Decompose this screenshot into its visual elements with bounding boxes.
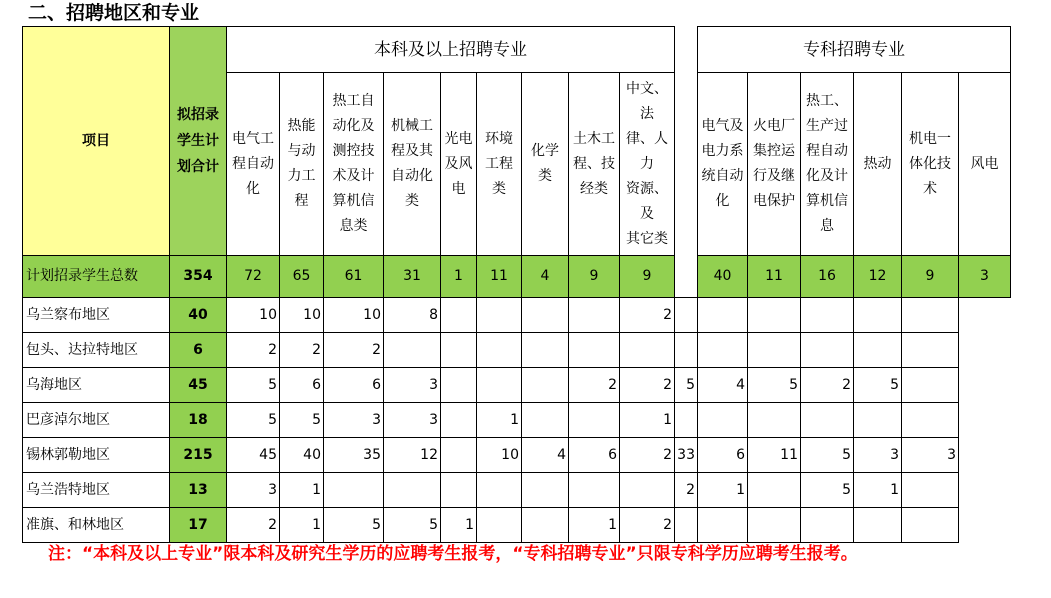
college-count: 6 xyxy=(698,438,748,473)
college-count xyxy=(854,508,902,543)
college-count: 3 xyxy=(854,438,902,473)
college-count xyxy=(902,508,959,543)
bachelor-count: 3 xyxy=(324,403,384,438)
college-count: 5 xyxy=(801,473,854,508)
section-title: 二、招聘地区和专业 xyxy=(28,2,200,24)
bachelor-count xyxy=(569,298,620,333)
college-count: 5 xyxy=(801,438,854,473)
bachelor-count: 2 xyxy=(620,508,675,543)
college-major-header: 热工、 生产过 程自动 化及计 算机信 息 xyxy=(801,73,854,256)
bachelor-count: 1 xyxy=(620,403,675,438)
row-total: 18 xyxy=(170,403,227,438)
bachelor-count: 1 xyxy=(280,473,324,508)
bachelor-count xyxy=(477,298,522,333)
row-label: 乌海地区 xyxy=(23,368,170,403)
bachelor-count xyxy=(569,333,620,368)
college-count xyxy=(698,333,748,368)
bachelor-count xyxy=(522,333,569,368)
college-count xyxy=(902,298,959,333)
bachelor-major-header: 电气工 程自动 化 xyxy=(227,73,280,256)
bachelor-count: 3 xyxy=(227,473,280,508)
college-count xyxy=(902,403,959,438)
item-header: 项目 xyxy=(23,27,170,256)
bachelor-major-header: 热能 与动 力工 程 xyxy=(280,73,324,256)
bachelor-count: 8 xyxy=(384,298,441,333)
college-count: 33 xyxy=(675,438,698,473)
college-count xyxy=(801,333,854,368)
bachelor-count: 61 xyxy=(324,256,384,298)
bachelor-count: 9 xyxy=(620,256,675,298)
bachelor-count: 11 xyxy=(477,256,522,298)
bachelor-major-header: 机械工 程及其 自动化 类 xyxy=(384,73,441,256)
table-row xyxy=(23,438,1011,473)
bachelor-major-header: 化学 类 xyxy=(522,73,569,256)
recruitment-table xyxy=(22,26,1011,543)
bachelor-count: 5 xyxy=(324,508,384,543)
bachelor-count xyxy=(620,473,675,508)
college-count: 11 xyxy=(748,256,801,298)
bachelor-count: 9 xyxy=(569,256,620,298)
row-label: 包头、达拉特地区 xyxy=(23,333,170,368)
bachelor-count: 2 xyxy=(227,333,280,368)
bachelor-count xyxy=(477,368,522,403)
bachelor-count: 12 xyxy=(384,438,441,473)
college-count: 1 xyxy=(698,473,748,508)
bachelor-count: 1 xyxy=(280,508,324,543)
bachelor-major-header: 热工自 动化及 测控技 术及计 算机信 息类 xyxy=(324,73,384,256)
table-row xyxy=(23,298,1011,333)
bachelor-count: 4 xyxy=(522,438,569,473)
bachelor-count xyxy=(522,298,569,333)
bachelor-count xyxy=(477,473,522,508)
bachelor-count: 2 xyxy=(620,368,675,403)
college-major-header: 火电厂 集控运 行及继 电保护 xyxy=(748,73,801,256)
bachelor-count: 6 xyxy=(324,368,384,403)
bachelor-count: 10 xyxy=(477,438,522,473)
college-count xyxy=(675,403,698,438)
college-count: 12 xyxy=(854,256,902,298)
college-count: 3 xyxy=(902,438,959,473)
college-count xyxy=(675,298,698,333)
college-count xyxy=(801,508,854,543)
bachelor-count: 1 xyxy=(477,403,522,438)
table-row xyxy=(23,473,1011,508)
college-count xyxy=(902,368,959,403)
row-label: 锡林郭勒地区 xyxy=(23,438,170,473)
bachelor-count xyxy=(569,473,620,508)
bachelor-count xyxy=(522,403,569,438)
college-count xyxy=(854,298,902,333)
college-count: 16 xyxy=(801,256,854,298)
bachelor-count: 6 xyxy=(280,368,324,403)
college-major-header: 机电一 体化技 术 xyxy=(902,73,959,256)
college-count xyxy=(748,298,801,333)
row-total: 6 xyxy=(170,333,227,368)
total-row xyxy=(23,256,1011,298)
college-count: 1 xyxy=(854,473,902,508)
college-count: 4 xyxy=(698,368,748,403)
college-group-header: 专科招聘专业 xyxy=(698,27,1011,73)
table-row xyxy=(23,333,1011,368)
bachelor-count xyxy=(324,473,384,508)
college-count xyxy=(801,298,854,333)
bachelor-count xyxy=(522,368,569,403)
row-label: 巴彦淖尔地区 xyxy=(23,403,170,438)
bachelor-count: 10 xyxy=(227,298,280,333)
bachelor-count xyxy=(441,438,477,473)
row-label: 准旗、和林地区 xyxy=(23,508,170,543)
college-count xyxy=(698,508,748,543)
bachelor-count xyxy=(522,473,569,508)
table-row xyxy=(23,368,1011,403)
college-count: 2 xyxy=(801,368,854,403)
bachelor-count xyxy=(522,508,569,543)
plan-total-header: 拟招录 学生计 划合计 xyxy=(170,27,227,256)
row-total: 13 xyxy=(170,473,227,508)
bachelor-count: 2 xyxy=(227,508,280,543)
bachelor-count: 1 xyxy=(441,508,477,543)
bachelor-count: 72 xyxy=(227,256,280,298)
bachelor-major-header: 土木工 程、技 经类 xyxy=(569,73,620,256)
college-count: 5 xyxy=(748,368,801,403)
bachelor-major-header: 环境 工程 类 xyxy=(477,73,522,256)
college-count xyxy=(748,473,801,508)
bachelor-group-header: 本科及以上招聘专业 xyxy=(227,27,675,73)
row-label: 乌兰察布地区 xyxy=(23,298,170,333)
table-row xyxy=(23,403,1011,438)
college-count xyxy=(675,508,698,543)
row-total: 40 xyxy=(170,298,227,333)
bachelor-major-header: 光电 及风 电 xyxy=(441,73,477,256)
bachelor-count xyxy=(384,333,441,368)
bachelor-count: 2 xyxy=(620,298,675,333)
bachelor-count: 4 xyxy=(522,256,569,298)
bachelor-count: 2 xyxy=(569,368,620,403)
row-label: 计划招录学生总数 xyxy=(23,256,170,298)
bachelor-count: 10 xyxy=(324,298,384,333)
college-count: 9 xyxy=(902,256,959,298)
bachelor-count: 1 xyxy=(569,508,620,543)
bachelor-count: 3 xyxy=(384,368,441,403)
college-count xyxy=(801,403,854,438)
row-label: 乌兰浩特地区 xyxy=(23,473,170,508)
college-count: 5 xyxy=(675,368,698,403)
bachelor-count: 1 xyxy=(441,256,477,298)
bachelor-count: 6 xyxy=(569,438,620,473)
bachelor-count: 31 xyxy=(384,256,441,298)
footnote: 注：“本科及以上专业”限本科及研究生学历的应聘考生报考，“专科招聘专业”只限专科学历应聘考生报考。 xyxy=(48,544,858,564)
row-total: 17 xyxy=(170,508,227,543)
bachelor-count xyxy=(477,508,522,543)
bachelor-count xyxy=(384,473,441,508)
college-count xyxy=(902,473,959,508)
college-count xyxy=(748,508,801,543)
bachelor-count xyxy=(441,368,477,403)
college-count xyxy=(698,403,748,438)
bachelor-count: 5 xyxy=(280,403,324,438)
bachelor-count: 5 xyxy=(227,368,280,403)
college-count xyxy=(854,403,902,438)
college-count xyxy=(748,403,801,438)
bachelor-count xyxy=(441,333,477,368)
bachelor-count: 2 xyxy=(280,333,324,368)
bachelor-count xyxy=(441,298,477,333)
college-count: 2 xyxy=(675,473,698,508)
table-row xyxy=(23,508,1011,543)
row-total: 215 xyxy=(170,438,227,473)
bachelor-count: 10 xyxy=(280,298,324,333)
college-major-header: 风电 xyxy=(959,73,1011,256)
row-total: 354 xyxy=(170,256,227,298)
bachelor-count xyxy=(441,473,477,508)
college-major-header: 热动 xyxy=(854,73,902,256)
college-count xyxy=(902,333,959,368)
bachelor-count: 45 xyxy=(227,438,280,473)
bachelor-major-header: 中文、法 律、人力 资源、及 其它类 xyxy=(620,73,675,256)
bachelor-count xyxy=(569,403,620,438)
college-count xyxy=(698,298,748,333)
bachelor-count: 5 xyxy=(227,403,280,438)
college-major-header: 电气及 电力系 统自动 化 xyxy=(698,73,748,256)
college-count: 40 xyxy=(698,256,748,298)
college-count xyxy=(748,333,801,368)
college-count xyxy=(675,333,698,368)
bachelor-count: 3 xyxy=(384,403,441,438)
bachelor-count: 35 xyxy=(324,438,384,473)
bachelor-count: 65 xyxy=(280,256,324,298)
college-count xyxy=(854,333,902,368)
bachelor-count: 2 xyxy=(620,438,675,473)
bachelor-count xyxy=(441,403,477,438)
bachelor-count xyxy=(477,333,522,368)
college-count: 11 xyxy=(748,438,801,473)
college-count: 3 xyxy=(959,256,1011,298)
bachelor-count: 40 xyxy=(280,438,324,473)
bachelor-count: 5 xyxy=(384,508,441,543)
table-gap xyxy=(675,27,698,298)
bachelor-count: 2 xyxy=(324,333,384,368)
bachelor-count xyxy=(620,333,675,368)
row-total: 45 xyxy=(170,368,227,403)
college-count: 5 xyxy=(854,368,902,403)
